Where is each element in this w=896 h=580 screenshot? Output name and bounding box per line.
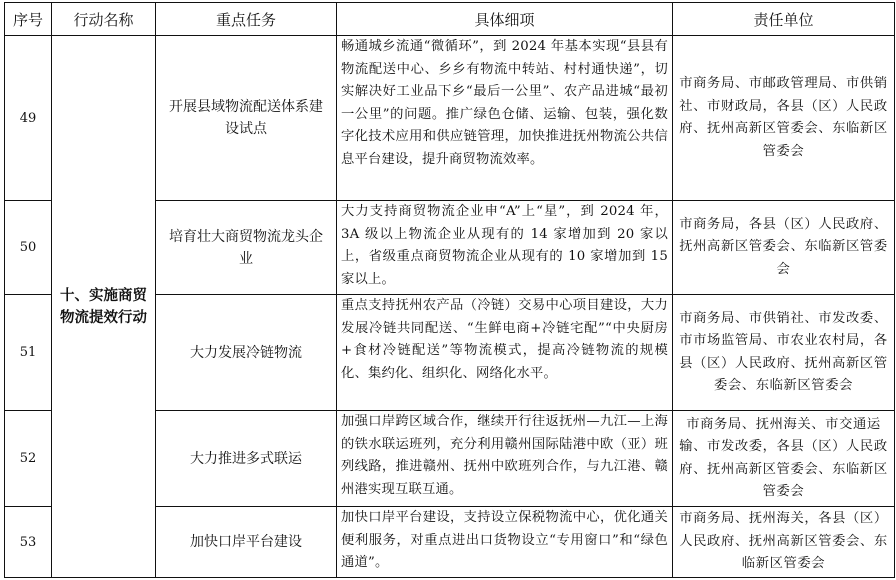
responsible-unit: 市商务局、市邮政管理局、市供销社、市财政局，各县（区）人民政府、抚州高新区管委会、东临新区管委会 (673, 36, 895, 201)
responsible-unit: 市商务局、抚州海关、市交通运输、市发改委，各县（区）人民政府、抚州高新区管委会、东临新区管委会 (673, 411, 895, 507)
responsible-unit: 市商务局、抚州海关，各县（区）人民政府、抚州高新区管委会、东临新区管委会 (673, 507, 895, 578)
key-task: 大力推进多式联运 (156, 411, 337, 507)
header-key-task: 重点任务 (156, 3, 337, 36)
table-row (5, 36, 895, 201)
row-number: 51 (5, 295, 52, 411)
responsible-unit: 市商务局，各县（区）人民政府、抚州高新区管委会、东临新区管委会 (673, 201, 895, 295)
header-no: 序号 (5, 3, 52, 36)
task-detail: 畅通城乡流通“微循环”，到 2024 年基本实现“县县有物流配送中心、乡乡有物流中转站、村村通快递”，切实解决好工业品下乡“最后一公里”、农产品进城“最初一公里”的问题。推广绿色仓储、运输、包装，强化数字化技术应用和供应链管理，加快推进抚州物流公共信息平台建设，提升商贸物流效率。 (337, 36, 673, 201)
key-task: 大力发展冷链物流 (156, 295, 337, 411)
row-number: 53 (5, 507, 52, 578)
header-responsible-unit: 责任单位 (673, 3, 895, 36)
key-task: 加快口岸平台建设 (156, 507, 337, 578)
key-task: 开展县域物流配送体系建设试点 (156, 36, 337, 201)
action-name: 十、实施商贸物流提效行动 (52, 36, 156, 578)
key-task: 培育壮大商贸物流龙头企业 (156, 201, 337, 295)
row-number: 49 (5, 36, 52, 201)
header-action-name: 行动名称 (52, 3, 156, 36)
responsible-unit: 市商务局、市供销社、市发改委、市市场监管局、市农业农村局，各县（区）人民政府、抚州高新区管委会、东临新区管委会 (673, 295, 895, 411)
task-detail: 重点支持抚州农产品（冷链）交易中心项目建设，大力发展冷链共同配送、“生鲜电商+冷链宅配”“中央厨房+食材冷链配送”等物流模式，提高冷链物流的规模化、集约化、组织化、网络化水平。 (337, 295, 673, 411)
table-header-row (5, 3, 895, 36)
row-number: 50 (5, 201, 52, 295)
row-number: 52 (5, 411, 52, 507)
task-detail: 大力支持商贸物流企业申“A”上“星”，到 2024 年，3A 级以上物流企业从现有的 14 家增加到 20 家以上，省级重点商贸物流企业从现有的 10 家增加到 15 家以上。 (337, 201, 673, 295)
header-details: 具体细项 (337, 3, 673, 36)
task-detail: 加强口岸跨区域合作，继续开行往返抚州—九江—上海的铁水联运班列，充分利用赣州国际陆港中欧（亚）班列线路，推进赣州、抚州中欧班列合作，与九江港、赣州港实现互联互通。 (337, 411, 673, 507)
action-plan-table (4, 2, 895, 578)
task-detail: 加快口岸平台建设，支持设立保税物流中心，优化通关便利服务，对重点进出口货物设立“专用窗口”和“绿色通道”。 (337, 507, 673, 578)
